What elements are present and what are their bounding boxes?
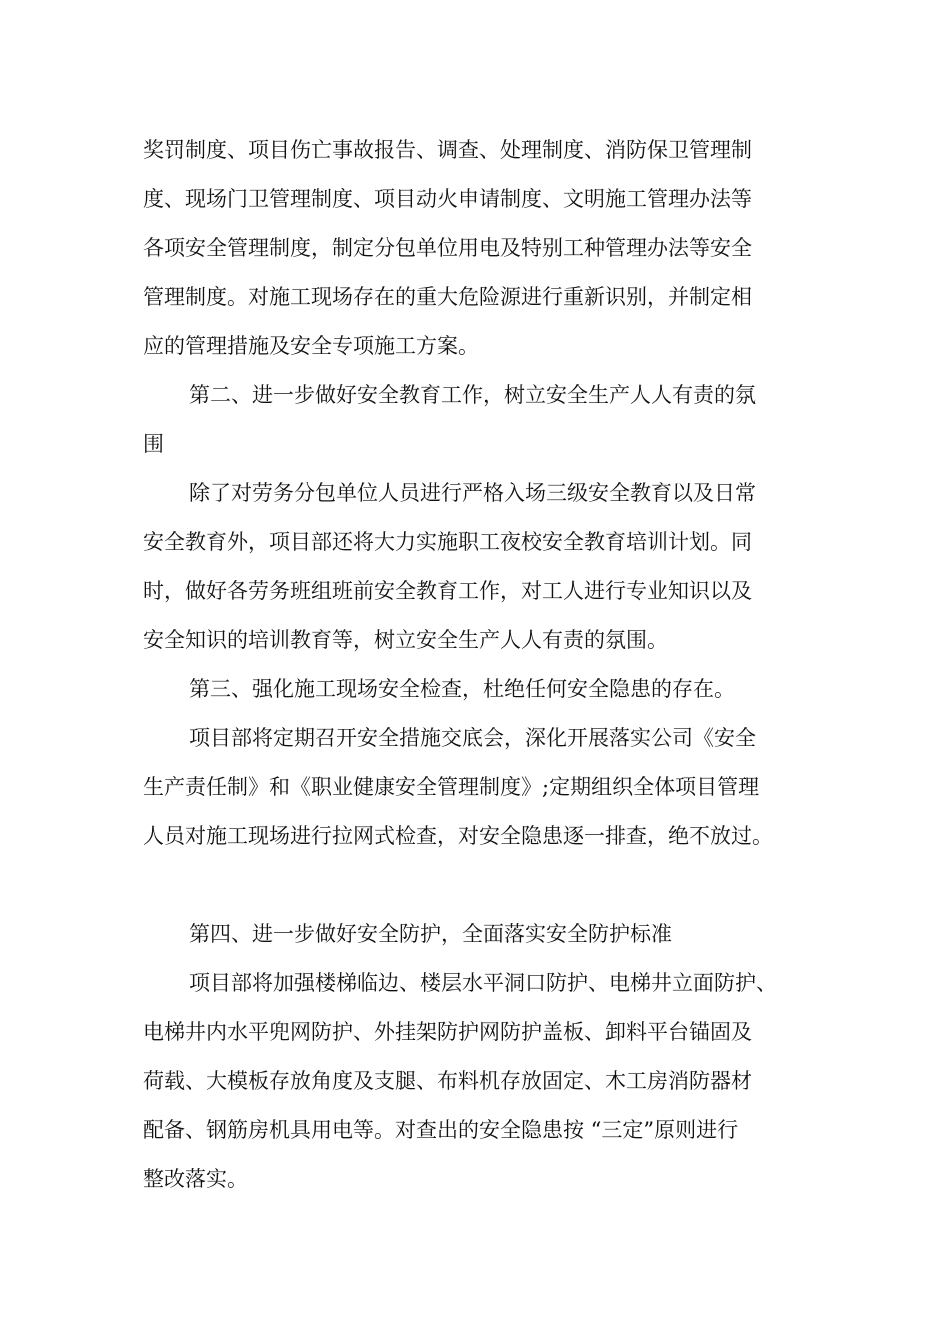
text-line: 时，做好各劳务班组班前安全教育工作，对工人进行专业知识以及 xyxy=(143,579,752,603)
paragraph-safety-regulations xyxy=(143,126,833,371)
paragraph-safety-education xyxy=(143,469,833,665)
text-line: 各项安全管理制度，制定分包单位用电及特别工种管理办法等安全 xyxy=(143,236,752,260)
text-line: 电梯井内水平兜网防护、外挂架防护网防护盖板、卸料平台锚固及 xyxy=(143,1020,752,1044)
text-line: 项目部将定期召开安全措施交底会，深化开展落实公司《安全 xyxy=(189,726,756,750)
text-line: 安全教育外，项目部还将大力实施职工夜校安全教育培训计划。同 xyxy=(143,530,752,554)
blank-spacer xyxy=(143,861,833,910)
text-line: 项目部将加强楼梯临边、楼层水平洞口防护、电梯井立面防护、 xyxy=(189,971,777,995)
text-line: 人员对施工现场进行拉网式检查，对安全隐患逐一排查，绝不放过。 xyxy=(143,824,773,848)
heading-fourth-safety-protection xyxy=(143,910,833,959)
text-line: 安全知识的培训教育等，树立安全生产人人有责的氛围。 xyxy=(143,628,668,652)
heading-line: 第四、进一步做好安全防护，全面落实安全防护标准 xyxy=(189,922,672,946)
text-line: 配备、钢筋房机具用电等。对查出的安全隐患按 “三定”原则进行 xyxy=(143,1118,739,1142)
heading-line: 第三、强化施工现场安全检查，杜绝任何安全隐患的存在。 xyxy=(189,677,735,701)
text-line: 荷载、大模板存放角度及支腿、布料机存放固定、木工房消防器材 xyxy=(143,1069,752,1093)
paragraph-safety-inspection xyxy=(143,714,833,861)
heading-second-safety-education xyxy=(143,371,833,469)
heading-line: 第二、进一步做好安全教育工作，树立安全生产人人有责的氛 xyxy=(189,383,756,407)
text-line: 整改落实。 xyxy=(143,1167,248,1191)
document-body xyxy=(143,126,833,1204)
text-line: 管理制度。对施工现场存在的重大危险源进行重新识别，并制定相 xyxy=(143,285,752,309)
heading-third-safety-inspection xyxy=(143,665,833,714)
text-line: 应的管理措施及安全专项施工方案。 xyxy=(143,334,479,358)
text-line: 除了对劳务分包单位人员进行严格入场三级安全教育以及日常 xyxy=(189,481,756,505)
heading-line: 围 xyxy=(143,432,164,456)
paragraph-safety-protection xyxy=(143,959,833,1204)
text-line: 奖罚制度、项目伤亡事故报告、调查、处理制度、消防保卫管理制 xyxy=(143,138,752,162)
text-line: 度、现场门卫管理制度、项目动火申请制度、文明施工管理办法等 xyxy=(143,187,752,211)
text-line: 生产责任制》和《职业健康安全管理制度》;定期组织全体项目管理 xyxy=(143,775,760,799)
